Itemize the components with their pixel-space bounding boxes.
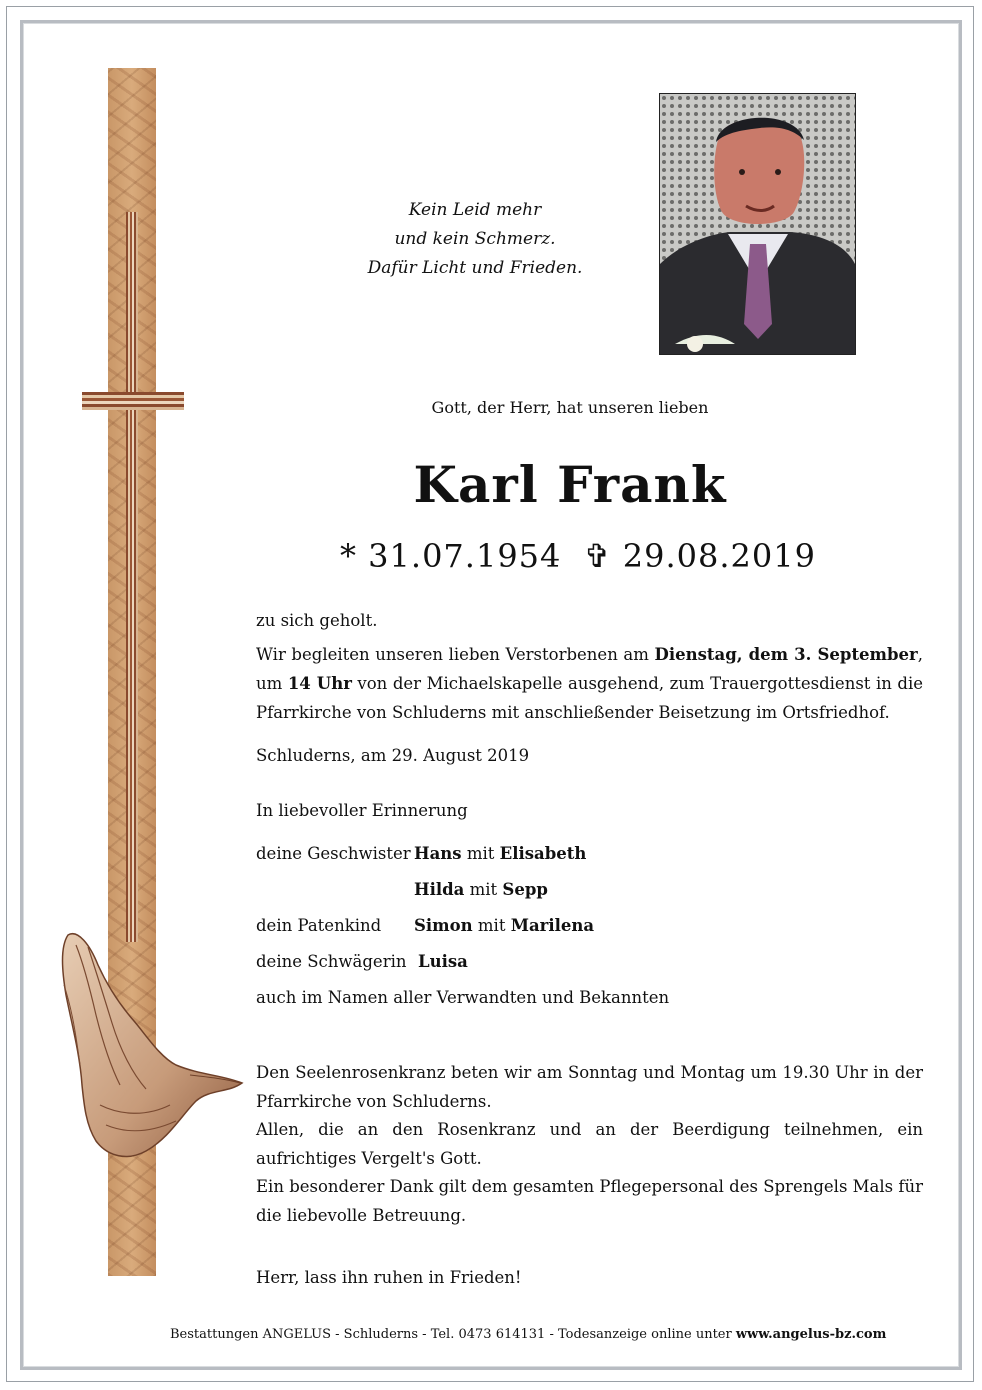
birth-symbol: * bbox=[340, 537, 357, 575]
cross-icon bbox=[126, 212, 138, 942]
place-date: Schluderns, am 29. August 2019 bbox=[256, 746, 530, 765]
praying-hands-icon bbox=[50, 925, 245, 1165]
footer-text: Bestattungen ANGELUS - Schluderns - Tel. 0473 614131 - Todesanzeige online unter bbox=[170, 1327, 736, 1342]
remembrance-text: In liebevoller Erinnerung bbox=[256, 801, 468, 820]
deceased-name: Karl Frank bbox=[413, 455, 727, 514]
poem-line: und kein Schmerz. bbox=[394, 229, 556, 249]
birth-date: 31.07.1954 bbox=[368, 537, 562, 575]
cross-bar bbox=[82, 392, 184, 410]
called-home-text: zu sich geholt. bbox=[256, 611, 378, 630]
rosary-paragraph: Den Seelenrosenkranz beten wir am Sonntag und Montag um 19.30 Uhr in der Pfarrkirche von Schluderns. bbox=[256, 1063, 923, 1111]
funeral-date: Dienstag, dem 3. September bbox=[654, 645, 918, 664]
death-date: 29.08.2019 bbox=[622, 537, 816, 575]
thanks-staff-paragraph: Ein besonderer Dank gilt dem gesamten Pflegepersonal des Sprengels Mals für die liebevolle Betreuung. bbox=[256, 1177, 923, 1225]
closing-text: Herr, lass ihn ruhen in Frieden! bbox=[256, 1268, 522, 1287]
life-dates bbox=[340, 537, 816, 575]
portrait-photo bbox=[659, 93, 856, 355]
poem-line: Kein Leid mehr bbox=[408, 200, 542, 220]
thanks-all-paragraph: Allen, die an den Rosenkranz und an der Beerdigung teilnehmen, ein aufrichtiges Vergelt's Gott. bbox=[256, 1120, 923, 1168]
poem bbox=[330, 196, 620, 283]
poem-line: Dafür Licht und Frieden. bbox=[367, 258, 583, 278]
funeral-paragraph: Wir begleiten unseren lieben Verstorbenen am Dienstag, dem 3. September, um 14 Uhr von der Michaelskapelle ausgehend, zum Trauergottesdienst in die Pfarrkirche von Schluderns mit anschließender Beisetzung im Ortsfriedhof. bbox=[256, 645, 923, 722]
intro-text: Gott, der Herr, hat unseren lieben bbox=[431, 398, 709, 417]
footer-url[interactable]: www.angelus-bz.com bbox=[735, 1327, 887, 1342]
death-symbol: ✞ bbox=[583, 537, 612, 575]
footer bbox=[170, 1327, 890, 1342]
funeral-time: 14 Uhr bbox=[287, 674, 352, 693]
relatives-text: auch im Namen aller Verwandten und Bekannten bbox=[256, 988, 670, 1007]
